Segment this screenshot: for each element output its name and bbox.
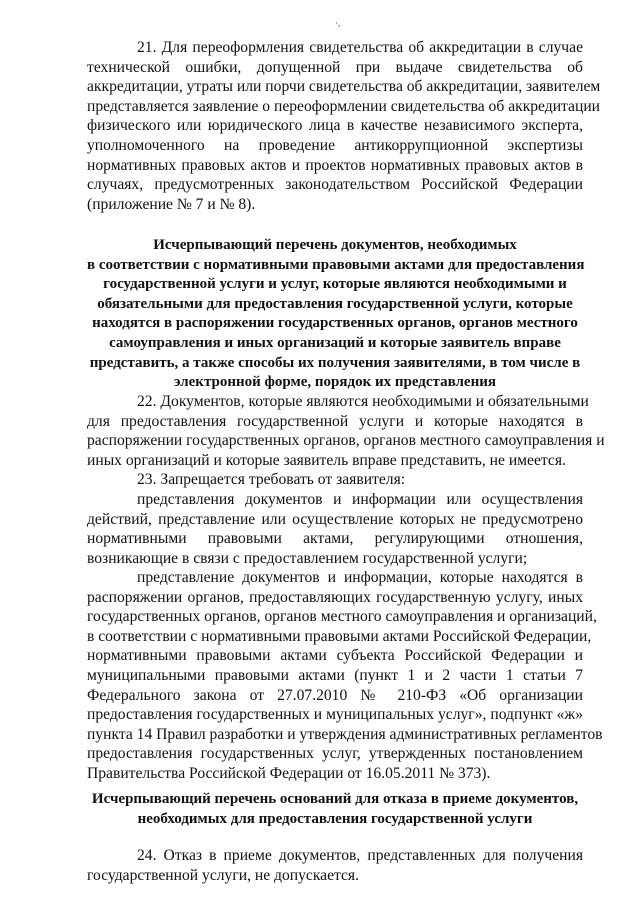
text-line: иных организаций и которые заявитель вправе представить, не имеется.: [87, 451, 566, 469]
text-line: в соответствии с нормативными правовыми актами для предоставления: [87, 256, 585, 273]
text-line: государственной услуги, не допускается.: [87, 866, 360, 884]
text-line: представить, а также способы их получения заявителями, в том числе в: [89, 354, 581, 371]
text-line: Правительства Российской Федерации от 16.05.2011 № 373).: [87, 764, 491, 782]
text-line: (приложение № 7 и № 8).: [87, 195, 256, 213]
text-line: нормативных правовых актов и проектов нормативных правовых актов в: [87, 156, 583, 174]
text-line: для предоставления государственной услуги и которые находятся в: [87, 412, 583, 430]
text-line: действий, представление или осуществление которых не предусмотрено: [87, 510, 583, 528]
text-line: самоуправления и иных организаций и которые заявитель вправе: [109, 334, 561, 351]
section-heading: [87, 790, 583, 829]
text-line: 22. Документов, которые являются необходимыми и обязательными: [137, 393, 589, 410]
text-line: муниципальными правовыми актами (пункт 1 и 2 части 1 статьи 7: [87, 666, 583, 684]
text-line: Федерального закона от 27.07.2010 № 210-ФЗ «Об организации: [87, 686, 583, 704]
text-line: обязательными для предоставления государственной услуги, которые: [97, 295, 573, 312]
text-line: распоряжении государственных органов, органов местного самоуправления и: [87, 432, 605, 450]
paragraph: [87, 392, 605, 470]
text-line: предоставления государственных и муниципальных услуг», подпункт «ж»: [87, 706, 583, 724]
text-line: представляется заявление о переоформлении свидетельства об аккредитации: [87, 97, 601, 115]
text-line: уполномоченного на проведение антикоррупционной экспертизы: [87, 136, 583, 154]
text-line: в соответствии с нормативными правовыми актами Российской Федерации,: [87, 627, 592, 645]
text-line: Исчерпывающий перечень документов, необходимых: [153, 237, 517, 253]
paragraph: [87, 490, 583, 568]
text-line: нормативными правовыми актами, регулирующими отношения,: [87, 530, 583, 548]
text-line: представления документов и информации или осуществления: [137, 491, 583, 508]
text-line: возникающие в связи с предоставлением государственной услуги;: [87, 549, 528, 567]
paragraph: [87, 470, 583, 490]
text-line: пункта 14 Правил разработки и утверждения административных регламентов: [87, 725, 603, 743]
text-line: находятся в распоряжении государственных органов, органов местного: [92, 315, 578, 332]
text-line: электронной форме, порядок их представления: [174, 374, 496, 391]
text-line: случаях, предусмотренных законодательством Российской Федерации: [87, 176, 583, 194]
section-heading: [87, 236, 583, 393]
paragraph: [87, 38, 601, 214]
text-line: аккредитации, утраты или порчи свидетельства об аккредитации, заявителем: [87, 78, 601, 96]
text-line: 21. Для переоформления свидетельства об аккредитации в случае: [137, 39, 583, 56]
text-line: технической ошибки, допущенной при выдаче свидетельства об: [87, 58, 583, 76]
text-line: представление документов и информации, которые находятся в: [137, 569, 583, 586]
text-line: физического или юридического лица в качестве независимого эксперта,: [87, 117, 583, 135]
text-line: 24. Отказ в приеме документов, представленных для получения: [137, 847, 583, 864]
text-line: государственных органов, органов местного самоуправления и организаций,: [87, 608, 597, 626]
paragraph: [87, 568, 603, 784]
text-line: предоставления государственных услуг, утвержденных постановлением: [87, 745, 583, 763]
text-line: 23. Запрещается требовать от заявителя:: [137, 471, 406, 488]
text-line: распоряжении органов, предоставляющих государственную услугу, иных: [87, 588, 583, 606]
text-line: необходимых для предоставления государственной услуги: [137, 810, 533, 827]
text-line: Исчерпывающий перечень оснований для отказа в приеме документов,: [91, 791, 579, 807]
page-mark: ·,: [335, 18, 341, 28]
text-line: государственной услуги и услуг, которые являются необходимыми и: [103, 276, 567, 293]
paragraph: [87, 846, 583, 885]
text-line: нормативными правовыми актами субъекта Российской Федерации и: [87, 647, 583, 665]
